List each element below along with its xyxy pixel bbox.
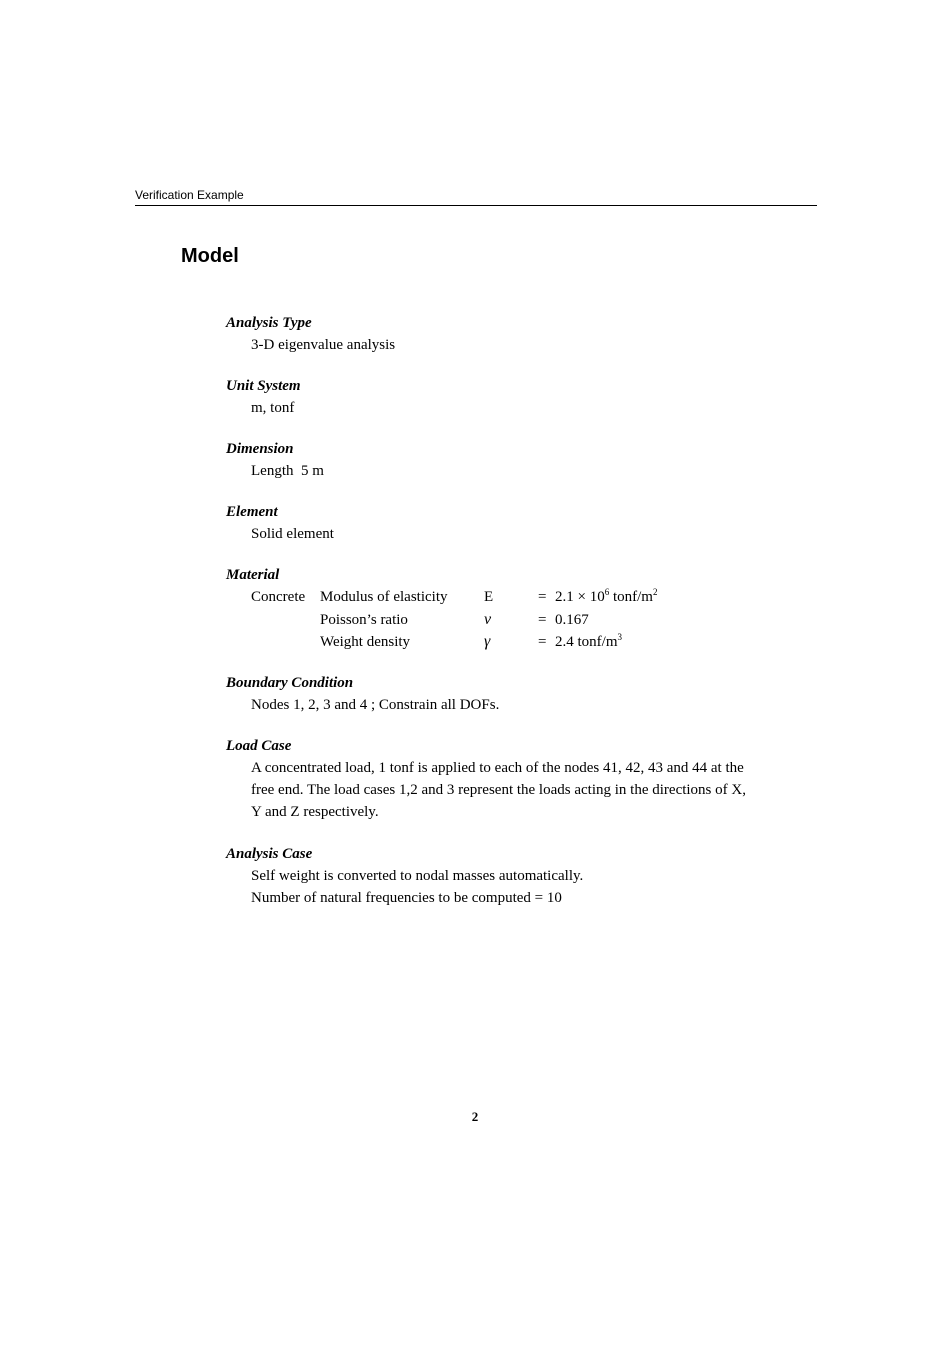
- unit-exponent: 2: [652, 587, 658, 597]
- section-body: Solid element: [251, 526, 334, 542]
- unit-exponent: 3: [617, 632, 622, 642]
- property-symbol: E: [484, 589, 494, 605]
- section-unit-system: [226, 375, 786, 419]
- body-line: A concentrated load, 1 tonf is applied to each of the nodes 41, 42, 43 and 44 at the: [251, 760, 744, 776]
- section-heading: Element: [226, 504, 278, 520]
- body-line: Self weight is converted to nodal masses automatically.: [251, 868, 584, 884]
- section-body: Nodes 1, 2, 3 and 4 ; Constrain all DOFs.: [251, 697, 500, 713]
- section-analysis-type: [226, 312, 786, 356]
- section-body: [226, 757, 786, 823]
- section-dimension: [226, 438, 786, 482]
- section-heading: Analysis Type: [226, 315, 312, 331]
- material-row-modulus: [226, 586, 786, 609]
- section-heading: Material: [226, 567, 280, 583]
- material-name: Concrete: [251, 589, 306, 605]
- section-boundary-condition: [226, 672, 786, 716]
- material-row-poisson: [226, 609, 786, 632]
- section-material: [226, 564, 786, 654]
- section-heading: Analysis Case: [226, 846, 313, 862]
- property-label: Modulus of elasticity: [320, 589, 448, 605]
- section-analysis-case: [226, 843, 786, 909]
- material-row-weight-density: [226, 631, 786, 654]
- page-number: 2: [471, 1109, 479, 1124]
- section-heading: Unit System: [226, 378, 301, 394]
- section-body: 3-D eigenvalue analysis: [251, 337, 396, 353]
- section-element: [226, 501, 786, 545]
- body-line: free end. The load cases 1,2 and 3 represent the loads acting in the directions of X,: [251, 782, 746, 798]
- header-rule: [135, 205, 817, 206]
- section-heading: Load Case: [226, 738, 292, 754]
- body-line: Number of natural frequencies to be computed = 10: [251, 890, 562, 906]
- section-body: Length 5 m: [251, 463, 324, 479]
- property-label: Weight density: [320, 634, 411, 650]
- body-line: Y and Z respectively.: [251, 804, 379, 820]
- equals-sign: =: [538, 634, 547, 650]
- equals-sign: =: [538, 589, 547, 605]
- property-value: $2.1 \times 10^6$ tonf/$m^2$: [555, 587, 658, 605]
- property-symbol: ν: [484, 610, 492, 628]
- section-heading: Boundary Condition: [226, 675, 354, 691]
- section-body: m, tonf: [251, 400, 295, 416]
- page-title: Model: [181, 245, 239, 267]
- property-label: Poisson’s ratio: [320, 611, 408, 628]
- equals-sign: =: [538, 611, 547, 628]
- running-header: Verification Example: [135, 188, 244, 202]
- property-symbol: γ: [484, 633, 491, 650]
- section-load-case: [226, 735, 786, 823]
- section-body: [226, 865, 786, 909]
- section-heading: Dimension: [226, 441, 294, 457]
- property-value: 0.167: [555, 611, 589, 628]
- exponent: 6: [604, 587, 610, 597]
- property-value: 2.4 tonf/$m^3$: [555, 632, 622, 650]
